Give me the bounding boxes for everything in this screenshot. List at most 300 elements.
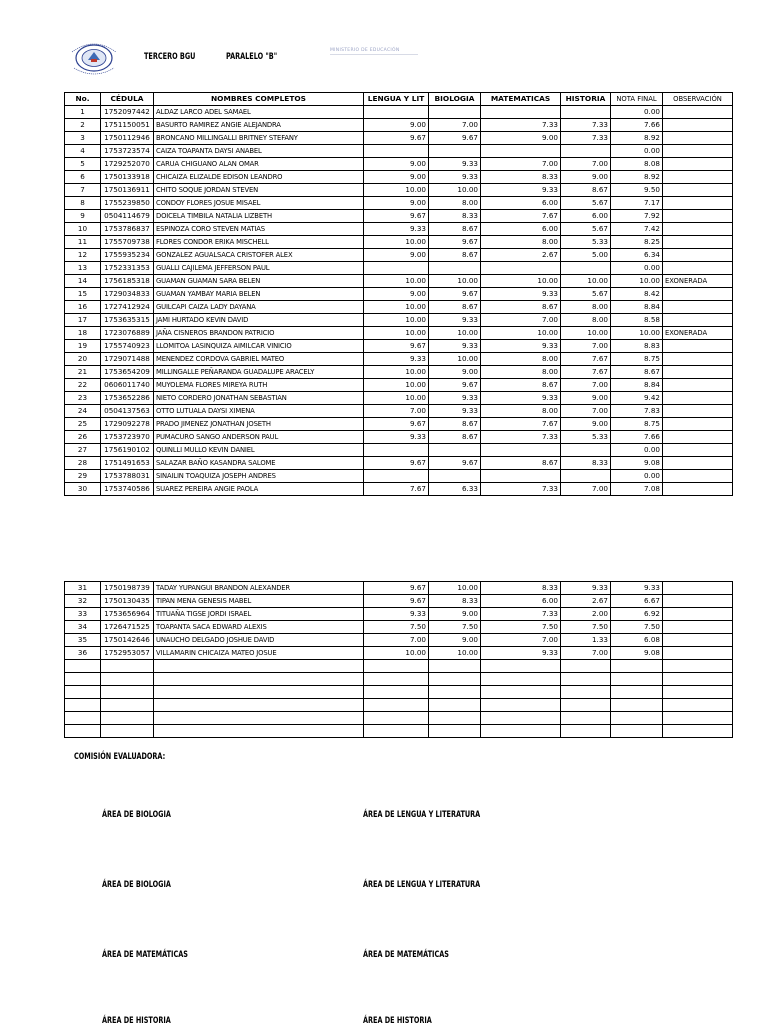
- cell-historia: 7.00: [561, 158, 611, 171]
- cell-nota-final: 7.17: [611, 197, 663, 210]
- cell-name: OTTO LUTUALA DAYSI XIMENA: [154, 405, 364, 418]
- cell-historia: 7.00: [561, 379, 611, 392]
- cell-no: 22: [65, 379, 101, 392]
- cell-lengua: 9.00: [364, 197, 429, 210]
- empty-cell: [65, 660, 101, 673]
- cell-name: MUYOLEMA FLORES MIREYA RUTH: [154, 379, 364, 392]
- cell-lengua: 9.33: [364, 223, 429, 236]
- cell-no: 34: [65, 621, 101, 634]
- empty-cell: [154, 686, 364, 699]
- cell-cedula: 1729034833: [101, 288, 154, 301]
- empty-cell: [154, 712, 364, 725]
- cell-observacion: [663, 171, 733, 184]
- cell-matematicas: 7.00: [481, 158, 561, 171]
- cell-observacion: [663, 647, 733, 660]
- cell-name: VILLAMARIN CHICAIZA MATEO JOSUE: [154, 647, 364, 660]
- cell-historia: 10.00: [561, 327, 611, 340]
- cell-matematicas: 9.00: [481, 132, 561, 145]
- cell-historia: 5.33: [561, 236, 611, 249]
- cell-lengua: 10.00: [364, 236, 429, 249]
- cell-observacion: [663, 582, 733, 595]
- cell-biologia: 9.00: [429, 634, 481, 647]
- cell-observacion: [663, 379, 733, 392]
- cell-cedula: 1753723970: [101, 431, 154, 444]
- cell-lengua: [364, 470, 429, 483]
- signature-area-left-4: ÁREA DE HISTORIA: [102, 1016, 171, 1024]
- cell-name: CAIZA TOAPANTA DAYSI ANABEL: [154, 145, 364, 158]
- empty-cell: [101, 660, 154, 673]
- cell-cedula: 1729252070: [101, 158, 154, 171]
- cell-name: GONZALEZ AGUALSACA CRISTOFER ALEX: [154, 249, 364, 262]
- cell-observacion: [663, 366, 733, 379]
- empty-cell: [364, 699, 429, 712]
- cell-observacion: [663, 145, 733, 158]
- empty-cell: [101, 686, 154, 699]
- cell-nota-final: 8.75: [611, 353, 663, 366]
- cell-biologia: 10.00: [429, 184, 481, 197]
- cell-no: 32: [65, 595, 101, 608]
- cell-observacion: [663, 184, 733, 197]
- cell-observacion: [663, 314, 733, 327]
- cell-matematicas: [481, 145, 561, 158]
- cell-lengua: 7.50: [364, 621, 429, 634]
- empty-cell: [364, 725, 429, 738]
- cell-lengua: 9.33: [364, 353, 429, 366]
- table-row: [65, 301, 733, 314]
- cell-matematicas: 7.00: [481, 314, 561, 327]
- col-header-lengua: LENGUA Y LIT: [364, 93, 429, 106]
- cell-biologia: 8.67: [429, 223, 481, 236]
- table-row: [65, 210, 733, 223]
- cell-historia: 2.00: [561, 608, 611, 621]
- cell-lengua: 9.67: [364, 340, 429, 353]
- cell-cedula: 1751491653: [101, 457, 154, 470]
- empty-cell: [154, 660, 364, 673]
- cell-name: JAMI HURTADO KEVIN DAVID: [154, 314, 364, 327]
- cell-biologia: 8.00: [429, 197, 481, 210]
- cell-name: GUALLI CAJILEMA JEFFERSON PAUL: [154, 262, 364, 275]
- empty-cell: [429, 712, 481, 725]
- cell-no: 27: [65, 444, 101, 457]
- cell-biologia: 9.33: [429, 405, 481, 418]
- cell-nota-final: 9.08: [611, 647, 663, 660]
- cell-observacion: [663, 197, 733, 210]
- cell-cedula: 1755239850: [101, 197, 154, 210]
- cell-historia: 7.67: [561, 366, 611, 379]
- empty-cell: [481, 699, 561, 712]
- cell-matematicas: 9.33: [481, 647, 561, 660]
- table-row: [65, 184, 733, 197]
- empty-cell: [429, 686, 481, 699]
- cell-name: CONDOY FLORES JOSUE MISAEL: [154, 197, 364, 210]
- empty-cell: [429, 725, 481, 738]
- cell-cedula: 1750136911: [101, 184, 154, 197]
- empty-cell: [364, 673, 429, 686]
- cell-historia: 10.00: [561, 275, 611, 288]
- cell-matematicas: 8.00: [481, 236, 561, 249]
- cell-biologia: 9.33: [429, 158, 481, 171]
- cell-lengua: 9.00: [364, 288, 429, 301]
- table-row: [65, 608, 733, 621]
- cell-matematicas: 7.33: [481, 483, 561, 496]
- cell-historia: 8.00: [561, 314, 611, 327]
- cell-no: 31: [65, 582, 101, 595]
- cell-historia: 8.67: [561, 184, 611, 197]
- cell-biologia: 9.67: [429, 132, 481, 145]
- cell-name: FLORES CONDOR ERIKA MISCHELL: [154, 236, 364, 249]
- cell-lengua: 10.00: [364, 275, 429, 288]
- ministry-underline: [330, 54, 418, 55]
- cell-nota-final: 7.83: [611, 405, 663, 418]
- cell-no: 18: [65, 327, 101, 340]
- cell-observacion: [663, 132, 733, 145]
- empty-cell: [481, 725, 561, 738]
- cell-historia: 9.33: [561, 582, 611, 595]
- cell-lengua: [364, 145, 429, 158]
- cell-nota-final: 7.08: [611, 483, 663, 496]
- cell-name: BASURTO RAMIREZ ANGIE ALEJANDRA: [154, 119, 364, 132]
- cell-historia: 1.33: [561, 634, 611, 647]
- cell-biologia: 8.67: [429, 249, 481, 262]
- cell-historia: 6.00: [561, 210, 611, 223]
- cell-matematicas: 2.67: [481, 249, 561, 262]
- cell-nota-final: 8.08: [611, 158, 663, 171]
- cell-matematicas: 8.67: [481, 379, 561, 392]
- cell-observacion: [663, 470, 733, 483]
- cell-matematicas: [481, 470, 561, 483]
- empty-cell: [65, 725, 101, 738]
- cell-biologia: 7.00: [429, 119, 481, 132]
- empty-cell: [101, 725, 154, 738]
- cell-lengua: 9.67: [364, 210, 429, 223]
- table-row: [65, 418, 733, 431]
- ministry-logo-text: MINISTERIO DE EDUCACIÓN: [330, 48, 400, 53]
- cell-no: 6: [65, 171, 101, 184]
- cell-lengua: 9.67: [364, 457, 429, 470]
- table-row: [65, 171, 733, 184]
- cell-nota-final: 0.00: [611, 145, 663, 158]
- cell-observacion: [663, 301, 733, 314]
- cell-biologia: 10.00: [429, 275, 481, 288]
- cell-name: GUAMAN YAMBAY MARIA BELEN: [154, 288, 364, 301]
- cell-cedula: 1750112946: [101, 132, 154, 145]
- empty-cell: [611, 686, 663, 699]
- empty-cell: [154, 699, 364, 712]
- cell-matematicas: 6.00: [481, 223, 561, 236]
- cell-matematicas: 7.33: [481, 431, 561, 444]
- cell-biologia: 10.00: [429, 327, 481, 340]
- empty-row: [65, 686, 733, 699]
- cell-biologia: [429, 444, 481, 457]
- table-row: [65, 470, 733, 483]
- cell-cedula: 1753740586: [101, 483, 154, 496]
- parallel-label: PARALELO "B": [226, 52, 278, 62]
- cell-cedula: 0504137563: [101, 405, 154, 418]
- cell-biologia: 9.33: [429, 340, 481, 353]
- cell-observacion: [663, 457, 733, 470]
- cell-lengua: [364, 444, 429, 457]
- cell-biologia: 9.67: [429, 457, 481, 470]
- cell-name: TIPAN MENA GENESIS MABEL: [154, 595, 364, 608]
- table-row: [65, 145, 733, 158]
- empty-row: [65, 699, 733, 712]
- cell-name: DOICELA TIMBILA NATALIA LIZBETH: [154, 210, 364, 223]
- cell-historia: 5.00: [561, 249, 611, 262]
- cell-historia: 7.00: [561, 647, 611, 660]
- cell-no: 8: [65, 197, 101, 210]
- school-logo-icon: [62, 38, 126, 78]
- cell-lengua: 10.00: [364, 314, 429, 327]
- cell-cedula: 1723076889: [101, 327, 154, 340]
- table-row: [65, 249, 733, 262]
- cell-observacion: [663, 353, 733, 366]
- cell-historia: 5.67: [561, 223, 611, 236]
- cell-cedula: 1729071488: [101, 353, 154, 366]
- empty-cell: [101, 712, 154, 725]
- cell-nota-final: 7.92: [611, 210, 663, 223]
- cell-historia: 7.33: [561, 119, 611, 132]
- empty-cell: [663, 712, 733, 725]
- cell-cedula: 0606011740: [101, 379, 154, 392]
- cell-matematicas: 8.33: [481, 171, 561, 184]
- cell-no: 30: [65, 483, 101, 496]
- empty-cell: [663, 686, 733, 699]
- cell-observacion: [663, 483, 733, 496]
- table-row: [65, 158, 733, 171]
- cell-historia: 5.67: [561, 288, 611, 301]
- cell-matematicas: 7.67: [481, 210, 561, 223]
- cell-biologia: 8.33: [429, 595, 481, 608]
- cell-nota-final: 0.00: [611, 470, 663, 483]
- table-row: [65, 647, 733, 660]
- cell-lengua: 9.67: [364, 132, 429, 145]
- cell-lengua: 10.00: [364, 184, 429, 197]
- cell-matematicas: 9.33: [481, 392, 561, 405]
- empty-cell: [611, 725, 663, 738]
- cell-matematicas: 9.33: [481, 184, 561, 197]
- cell-biologia: 8.33: [429, 210, 481, 223]
- empty-row: [65, 673, 733, 686]
- empty-cell: [611, 673, 663, 686]
- cell-observacion: [663, 249, 733, 262]
- cell-observacion: [663, 340, 733, 353]
- cell-no: 25: [65, 418, 101, 431]
- cell-observacion: [663, 210, 733, 223]
- table-row: [65, 392, 733, 405]
- cell-observacion: [663, 595, 733, 608]
- signature-area-right-4: ÁREA DE HISTORIA: [363, 1016, 432, 1024]
- cell-historia: 8.00: [561, 301, 611, 314]
- cell-name: SALAZAR BAÑO KASANDRA SALOME: [154, 457, 364, 470]
- cell-no: 24: [65, 405, 101, 418]
- cell-observacion: [663, 119, 733, 132]
- cell-lengua: 9.00: [364, 249, 429, 262]
- cell-biologia: 9.00: [429, 366, 481, 379]
- cell-observacion: [663, 288, 733, 301]
- cell-cedula: 1752097442: [101, 106, 154, 119]
- cell-nota-final: 10.00: [611, 327, 663, 340]
- cell-name: UNAUCHO DELGADO JOSHUE DAVID: [154, 634, 364, 647]
- cell-matematicas: 7.33: [481, 119, 561, 132]
- cell-matematicas: 8.67: [481, 301, 561, 314]
- empty-cell: [481, 673, 561, 686]
- commission-label: COMISIÓN EVALUADORA:: [74, 752, 166, 762]
- empty-cell: [101, 699, 154, 712]
- cell-biologia: 10.00: [429, 647, 481, 660]
- cell-no: 7: [65, 184, 101, 197]
- cell-name: SINAILIN TOAQUIZA JOSEPH ANDRES: [154, 470, 364, 483]
- cell-name: PRADO JIMENEZ JONATHAN JOSETH: [154, 418, 364, 431]
- cell-historia: [561, 262, 611, 275]
- empty-row: [65, 660, 733, 673]
- cell-name: JAÑA CISNEROS BRANDON PATRICIO: [154, 327, 364, 340]
- cell-lengua: 9.33: [364, 608, 429, 621]
- cell-cedula: 1751150051: [101, 119, 154, 132]
- cell-biologia: 10.00: [429, 582, 481, 595]
- empty-cell: [561, 686, 611, 699]
- cell-historia: 9.00: [561, 171, 611, 184]
- cell-historia: 5.67: [561, 197, 611, 210]
- table-header-row: [65, 93, 733, 106]
- cell-lengua: 10.00: [364, 366, 429, 379]
- signature-area-left-2: ÁREA DE BIOLOGIA: [102, 880, 171, 890]
- col-header-cedula: CÉDULA: [101, 93, 154, 106]
- table-row: [65, 106, 733, 119]
- cell-no: 20: [65, 353, 101, 366]
- table-row: [65, 353, 733, 366]
- table-row: [65, 483, 733, 496]
- cell-name: TITUAÑA TIGSE JORDI ISRAEL: [154, 608, 364, 621]
- cell-nota-final: 7.50: [611, 621, 663, 634]
- col-header-no: No.: [65, 93, 101, 106]
- cell-name: ALDAZ LARCO ADEL SAMAEL: [154, 106, 364, 119]
- cell-no: 15: [65, 288, 101, 301]
- empty-cell: [364, 712, 429, 725]
- cell-observacion: EXONERADA: [663, 275, 733, 288]
- cell-cedula: 1727412924: [101, 301, 154, 314]
- cell-observacion: [663, 634, 733, 647]
- cell-biologia: 7.50: [429, 621, 481, 634]
- cell-cedula: 0504114679: [101, 210, 154, 223]
- cell-cedula: 1726471525: [101, 621, 154, 634]
- cell-no: 23: [65, 392, 101, 405]
- table-row: [65, 405, 733, 418]
- cell-observacion: [663, 418, 733, 431]
- cell-no: 21: [65, 366, 101, 379]
- cell-cedula: 1753654209: [101, 366, 154, 379]
- cell-name: MENENDEZ CORDOVA GABRIEL MATEO: [154, 353, 364, 366]
- cell-nota-final: 10.00: [611, 275, 663, 288]
- empty-cell: [429, 673, 481, 686]
- cell-historia: 2.67: [561, 595, 611, 608]
- cell-nota-final: 8.58: [611, 314, 663, 327]
- cell-no: 3: [65, 132, 101, 145]
- cell-nota-final: 0.00: [611, 106, 663, 119]
- cell-matematicas: 8.33: [481, 582, 561, 595]
- cell-nota-final: 0.00: [611, 262, 663, 275]
- table-row: [65, 444, 733, 457]
- cell-biologia: [429, 470, 481, 483]
- cell-no: 17: [65, 314, 101, 327]
- cell-name: SUAREZ PEREIRA ANGIE PAOLA: [154, 483, 364, 496]
- table-row: [65, 595, 733, 608]
- cell-matematicas: 8.67: [481, 457, 561, 470]
- table-row: [65, 634, 733, 647]
- signature-area-left-3: ÁREA DE MATEMÁTICAS: [102, 950, 188, 960]
- cell-historia: 7.00: [561, 483, 611, 496]
- empty-cell: [429, 699, 481, 712]
- empty-cell: [481, 686, 561, 699]
- cell-name: NIETO CORDERO JONATHAN SEBASTIAN: [154, 392, 364, 405]
- empty-cell: [611, 699, 663, 712]
- empty-row: [65, 712, 733, 725]
- cell-biologia: 6.33: [429, 483, 481, 496]
- cell-lengua: 10.00: [364, 301, 429, 314]
- cell-no: 28: [65, 457, 101, 470]
- cell-historia: 7.00: [561, 405, 611, 418]
- empty-cell: [429, 660, 481, 673]
- cell-cedula: 1750133918: [101, 171, 154, 184]
- cell-nota-final: 9.33: [611, 582, 663, 595]
- cell-cedula: 1750198739: [101, 582, 154, 595]
- cell-name: GUILCAPI CAIZA LADY DAYANA: [154, 301, 364, 314]
- cell-nota-final: 8.42: [611, 288, 663, 301]
- empty-cell: [561, 712, 611, 725]
- empty-cell: [561, 673, 611, 686]
- cell-matematicas: 8.00: [481, 366, 561, 379]
- cell-lengua: 7.67: [364, 483, 429, 496]
- empty-cell: [65, 686, 101, 699]
- cell-nota-final: 8.25: [611, 236, 663, 249]
- cell-name: TADAY YUPANGUI BRANDON ALEXANDER: [154, 582, 364, 595]
- cell-matematicas: 8.00: [481, 405, 561, 418]
- cell-no: 29: [65, 470, 101, 483]
- cell-cedula: 1753635315: [101, 314, 154, 327]
- cell-observacion: [663, 262, 733, 275]
- cell-nota-final: 8.67: [611, 366, 663, 379]
- cell-observacion: EXONERADA: [663, 327, 733, 340]
- cell-matematicas: [481, 444, 561, 457]
- cell-matematicas: 7.33: [481, 608, 561, 621]
- table-row: [65, 431, 733, 444]
- cell-name: CHITO SOQUE JORDAN STEVEN: [154, 184, 364, 197]
- table-row: [65, 262, 733, 275]
- cell-matematicas: 7.00: [481, 634, 561, 647]
- cell-biologia: 9.33: [429, 171, 481, 184]
- cell-matematicas: 9.33: [481, 340, 561, 353]
- cell-no: 5: [65, 158, 101, 171]
- cell-lengua: 10.00: [364, 379, 429, 392]
- cell-cedula: 1750142646: [101, 634, 154, 647]
- cell-biologia: 9.33: [429, 392, 481, 405]
- cell-name: GUAMAN GUAMAN SARA BELEN: [154, 275, 364, 288]
- cell-lengua: 7.00: [364, 634, 429, 647]
- table-row: [65, 119, 733, 132]
- cell-historia: 7.50: [561, 621, 611, 634]
- cell-cedula: 1753786837: [101, 223, 154, 236]
- cell-biologia: 8.67: [429, 431, 481, 444]
- empty-cell: [65, 712, 101, 725]
- empty-cell: [611, 712, 663, 725]
- col-header-matematicas: MATEMATICAS: [481, 93, 561, 106]
- col-header-nota-final: NOTA FINAL: [611, 93, 663, 106]
- cell-matematicas: 10.00: [481, 275, 561, 288]
- cell-matematicas: 7.50: [481, 621, 561, 634]
- cell-nota-final: 6.67: [611, 595, 663, 608]
- cell-nota-final: 6.92: [611, 608, 663, 621]
- col-header-observacion: OBSERVACIÓN: [663, 93, 733, 106]
- cell-cedula: 1755935234: [101, 249, 154, 262]
